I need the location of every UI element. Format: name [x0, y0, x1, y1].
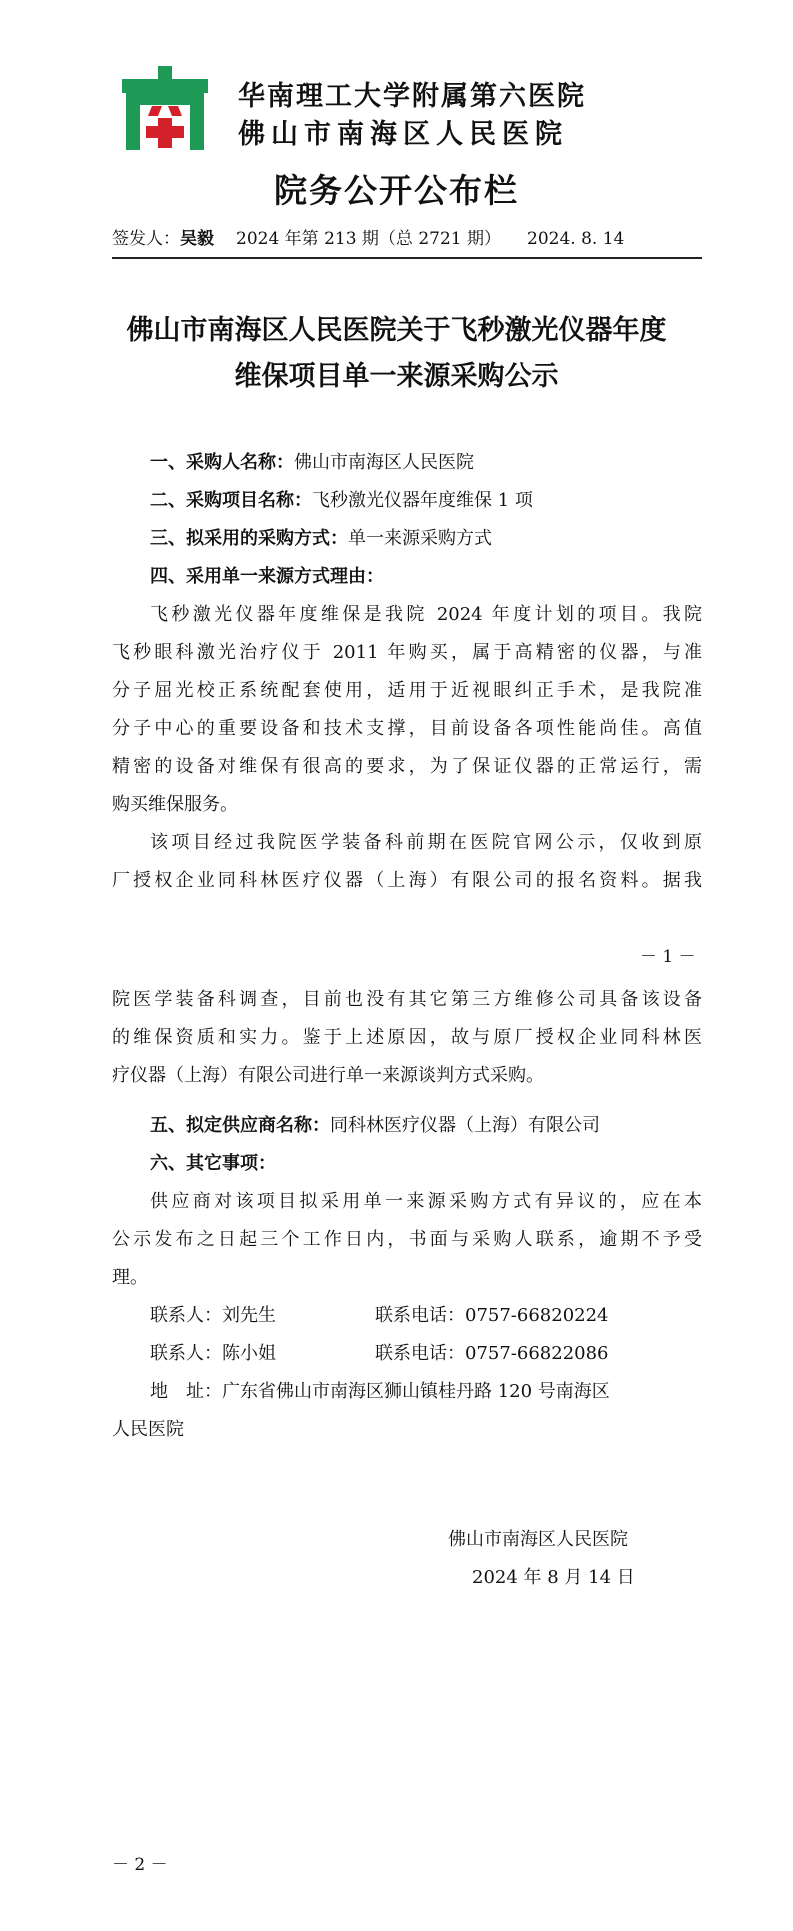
paragraph-line: 院医学装备科调查，目前也没有其它第三方维修公司具备该设备: [112, 989, 702, 1010]
paragraph-line: 分子中心的重要设备和技术支撑，目前设备各项性能尚佳。高值: [112, 718, 702, 739]
paragraph-line: 的维保资质和实力。鉴于上述原因，故与原厂授权企业同科林医: [112, 1027, 702, 1048]
board-title: 院务公开公布栏: [274, 171, 519, 210]
paragraph-line: 购买维保服务。: [112, 794, 238, 815]
contact-row: [150, 1339, 276, 1365]
phone-label: 联系电话：: [375, 1305, 465, 1326]
section-other-heading: 六、其它事项：: [150, 1153, 276, 1174]
section-label: 五、拟定供应商名称：: [150, 1115, 330, 1136]
address-value: 广东省佛山市南海区狮山镇桂丹路 120 号南海区: [222, 1381, 610, 1402]
contact-label: 联系人：: [150, 1343, 222, 1364]
issue-date: 2024. 8. 14: [527, 229, 625, 249]
paragraph-line: 公示发布之日起三个工作日内，书面与采购人联系，逾期不予受: [112, 1229, 702, 1250]
contact-name: 刘先生: [222, 1305, 276, 1326]
institution-name-line2: 佛山市南海区人民医院: [238, 119, 568, 150]
contact-row: [150, 1301, 276, 1327]
contact-label: 联系人：: [150, 1305, 222, 1326]
section-value: 单一来源采购方式: [348, 528, 492, 549]
paragraph-line: 分子屈光校正系统配套使用，适用于近视眼纠正手术，是我院准: [112, 680, 702, 701]
paragraph-line: 飞秒眼科激光治疗仪于 2011 年购买，属于高精密的仪器，与准: [112, 642, 702, 663]
phone-number: 0757-66822086: [465, 1343, 609, 1364]
address-row: [150, 1377, 610, 1403]
hospital-logo-icon: [122, 66, 208, 150]
notice-title-line2: 维保项目单一来源采购公示: [234, 361, 559, 392]
issuer-label: 签发人：: [112, 229, 180, 249]
paragraph-line: 疗仪器（上海）有限公司进行单一来源谈判方式采购。: [112, 1065, 544, 1086]
issue-info-line: [112, 224, 702, 249]
section-label: 二、采购项目名称：: [150, 490, 312, 511]
paragraph-line: 供应商对该项目拟采用单一来源采购方式有异议的，应在本: [150, 1191, 702, 1212]
section-project-name: [150, 486, 533, 512]
section-label: 一、采购人名称：: [150, 452, 294, 473]
address-label: 地 址：: [150, 1381, 222, 1402]
notice-title-line1: 佛山市南海区人民医院关于飞秒激光仪器年度: [126, 315, 667, 346]
header-divider: [112, 257, 702, 259]
institution-name-line1: 华南理工大学附属第六医院: [238, 81, 586, 112]
page-number-1: － 1 －: [640, 947, 696, 967]
page-number-2: － 2 －: [112, 1855, 168, 1875]
section-value: 同科林医疗仪器（上海）有限公司: [330, 1115, 600, 1136]
contact-name: 陈小姐: [222, 1343, 276, 1364]
section-reason-heading: 四、采用单一来源方式理由：: [150, 566, 384, 587]
section-purchaser: [150, 448, 474, 474]
paragraph-line: 该项目经过我院医学装备科前期在医院官网公示，仅收到原: [150, 832, 702, 853]
address-continued: 人民医院: [112, 1419, 184, 1440]
signature-org: 佛山市南海区人民医院: [448, 1529, 628, 1550]
phone-label: 联系电话：: [375, 1343, 465, 1364]
contact-phone: [375, 1339, 609, 1365]
issuer-name: 吴毅: [180, 229, 214, 249]
paragraph-line: 理。: [112, 1267, 148, 1288]
contact-phone: [375, 1301, 609, 1327]
section-procurement-method: [150, 524, 492, 550]
paragraph-line: 厂授权企业同科林医疗仪器（上海）有限公司的报名资料。据我: [112, 870, 702, 891]
section-label: 三、拟采用的采购方式：: [150, 528, 348, 549]
section-value: 佛山市南海区人民医院: [294, 452, 474, 473]
section-value: 飞秒激光仪器年度维保 1 项: [312, 490, 533, 511]
signature-date: 2024 年 8 月 14 日: [472, 1567, 635, 1588]
section-supplier: [150, 1111, 600, 1137]
issue-number: 2024 年第 213 期（总 2721 期）: [236, 229, 501, 249]
paragraph-line: 精密的设备对维保有很高的要求，为了保证仪器的正常运行，需: [112, 756, 702, 777]
phone-number: 0757-66820224: [465, 1305, 609, 1326]
paragraph-line: 飞秒激光仪器年度维保是我院 2024 年度计划的项目。我院: [150, 604, 702, 625]
